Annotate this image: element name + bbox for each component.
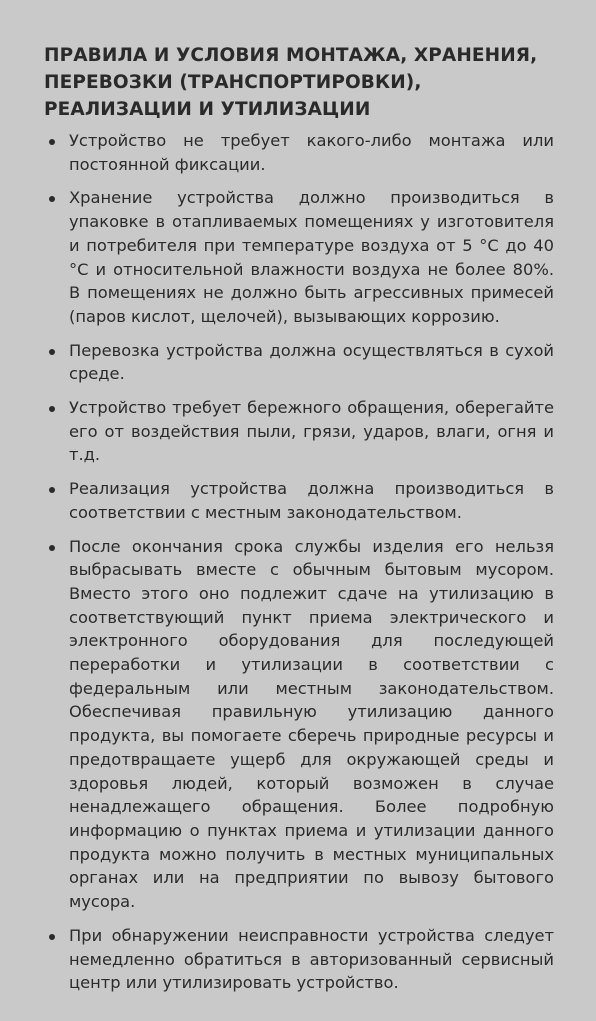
list-item [44,924,554,995]
bullet-icon [49,139,55,145]
bullet-icon [49,406,55,412]
bullet-icon [49,934,55,940]
bullet-icon [49,196,55,202]
rules-list [44,129,554,995]
list-item-text: Устройство не требует какого-либо монтажа или постоянной фиксации. [69,131,554,174]
list-item-text: Устройство требует бережного обращения, оберегайте его от воздействия пыли, грязи, ударов, влаги, огня и т.д. [69,398,554,465]
section-title: ПРАВИЛА И УСЛОВИЯ МОНТАЖА, ХРАНЕНИЯ, ПЕРЕВОЗКИ (ТРАНСПОРТИРОВКИ), РЕАЛИЗАЦИИ И УТИЛИЗАЦИИ [44,45,538,120]
bullet-icon [49,545,55,551]
list-item [44,186,554,328]
list-item [44,339,554,386]
list-item [44,535,554,914]
list-item-text: После окончания срока службы изделия его нельзя выбрасывать вместе с обычным бытовым мусором. Вместо этого оно подлежит сдаче на утилизацию в соответствующий пункт приема электрического и электронного оборудования для последующей переработки и утилизации в соответствии с федеральным или местным законодательством. Обеспечивая правильную утилизацию данного продукта, вы помогаете сберечь природные ресурсы и предотвращаете ущерб для окружающей среды и здоровья людей, который возможен в случае ненадлежащего обращения. Более подробную информацию о пунктах приема и утилизации данного продукта можно получить в местных муниципальных органах или на предприятии по вывозу бытового мусора. [69,536,554,912]
list-item [44,396,554,467]
list-item-text: При обнаружении неисправности устройства следует немедленно обратиться в авторизованный сервисный центр или утилизировать устройство. [69,925,554,993]
list-item [44,129,554,176]
list-item-text: Перевозка устройства должна осуществляться в сухой среде. [69,340,554,384]
list-item [44,477,554,524]
bullet-icon [49,349,55,355]
list-item-text: Реализация устройства должна производиться в соответствии с местным законодательством. [69,479,554,522]
bullet-icon [49,487,55,493]
list-item-text: Хранение устройства должно производиться в упаковке в отапливаемых помещениях у изготовителя и потребителя при температуре воздуха от 5 °С до 40 °С и относительной влажности воздуха не более 80%. В помещениях не должно быть агрессивных примесей (паров кислот, щелочей), вызывающих коррозию. [69,188,554,326]
